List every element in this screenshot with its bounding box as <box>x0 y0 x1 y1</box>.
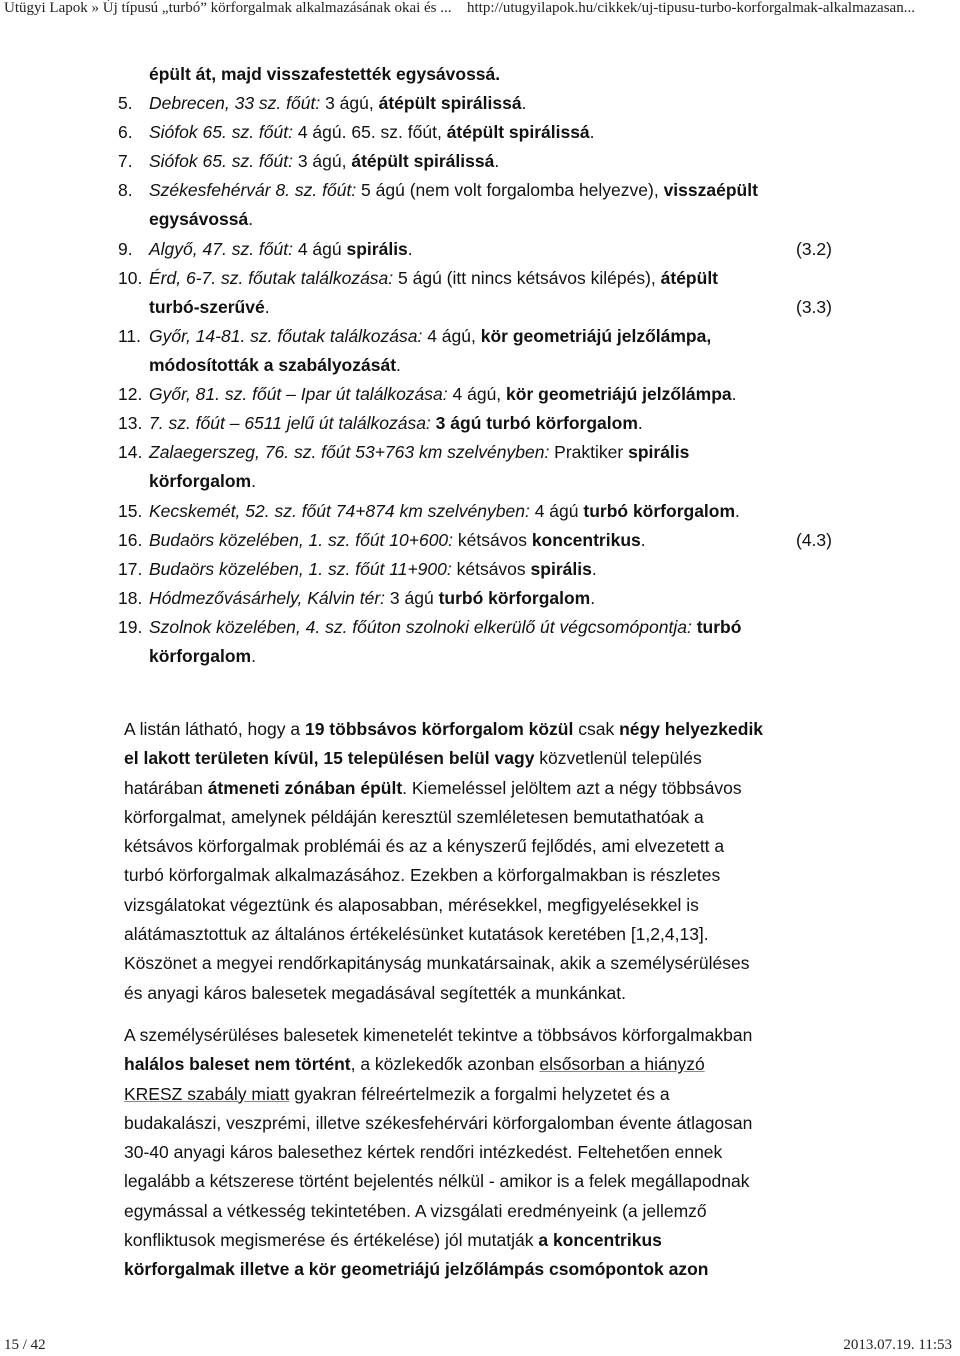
paragraph-line: A személysérüléses balesetek kimenetelét tekintve a többsávos körforgalmakban <box>124 1025 753 1045</box>
item-number: 17. <box>118 559 143 579</box>
paragraph-line: és anyagi káros balesetek megadásával segítették a munkánkat. <box>124 982 626 1003</box>
item-result: turbó körforgalom <box>583 501 736 521</box>
item-result: turbó <box>696 617 742 637</box>
item-result: kör geometriájú jelzőlámpa <box>506 384 732 404</box>
underlined-phrase: KRESZ szabály miatt <box>124 1083 290 1104</box>
paragraph-line: el lakott területen kívül, 15 településen belül vagy közvetlenül település <box>124 748 702 769</box>
paragraph-line: egymással a vétkesség tekintetében. A vizsgálati eredményeink (a jellemző <box>124 1200 707 1221</box>
item-result: módosították a szabályozását <box>149 355 397 375</box>
item-result: spirális <box>346 239 408 259</box>
list-item: 15. Kecskemét, 52. sz. főút 74+874 km szelvényben: 4 ágú turbó körforgalom. <box>0 497 960 526</box>
paragraph-line: 30-40 anyagi káros balesethez kértek rendőri intézkedést. Feltehetően ennek <box>124 1142 723 1163</box>
item-result: körforgalom <box>149 471 252 491</box>
item-location: Budaörs közelében, 1. sz. főút 10+600: <box>149 530 454 550</box>
item-number: 15. <box>118 501 143 521</box>
paragraph-line: kétsávos körforgalmak problémái és az a kényszerű fejlődés, ami elvezetett a <box>124 836 725 857</box>
paragraph-line: körforgalmat, amelynek példáján keresztül szemléletesen bemutathatóak a <box>124 806 704 827</box>
paragraph-line: határában átmeneti zónában épült. Kiemeléssel jelöltem azt a négy többsávos <box>124 777 742 798</box>
item-location: Budaörs közelében, 1. sz. főút 11+900: <box>149 559 452 579</box>
item-result: egysávossá <box>149 209 249 229</box>
paragraph-accidents <box>124 1021 844 1285</box>
list-item: 13. 7. sz. főút – 6511 jelű út találkozása: 3 ágú turbó körforgalom. <box>0 409 960 438</box>
item-location: Szolnok közelében, 4. sz. főúton szolnoki elkerülő út végcsomópontja: <box>149 617 692 637</box>
paragraph-line: KRESZ szabály miatt gyakran félreértelmezik a forgalmi helyzetet és a <box>124 1083 670 1104</box>
list-item: 16. Budaörs közelében, 1. sz. főút 10+600: kétsávos koncentrikus. (4.3) <box>0 526 960 555</box>
item-number: 5. <box>118 93 133 113</box>
item-location: Kecskemét, 52. sz. főút 74+874 km szelvényben: <box>149 501 530 521</box>
list-item-continuation: körforgalom. <box>149 471 256 491</box>
item-number: 6. <box>118 122 133 142</box>
item-description: 5 ágú (nem volt forgalomba helyezve), <box>356 180 664 200</box>
item-location: Algyő, 47. sz. főút: <box>149 239 293 259</box>
item-result: turbó-szerűvé <box>149 297 265 317</box>
underlined-phrase: elsősorban a hiányzó <box>539 1054 705 1075</box>
list-item <box>0 322 960 351</box>
paragraph-line: konfliktusok megismerése és értékelése) jól mutatják a koncentrikus <box>124 1230 662 1251</box>
page-number: 15 / 42 <box>4 1337 46 1353</box>
section-reference: (4.3) <box>796 530 832 550</box>
item-description: 5 ágú (itt nincs kétsávos kilépés), <box>393 268 661 288</box>
list-item-continuation: egysávossá. <box>149 209 254 229</box>
item-description: 3 ágú, <box>292 151 352 171</box>
paragraph-line: legalább a kétszerese történt bejelentés nélkül - amikor is a felek megállapodnak <box>124 1171 750 1192</box>
item-location: Siófok 65. sz. főút: <box>149 151 293 171</box>
list-item: 5. Debrecen, 33 sz. főút: 3 ágú, átépült spirálissá. <box>0 89 960 118</box>
list-item: 6. Siófok 65. sz. főút: 4 ágú. 65. sz. főút, átépült spirálissá. <box>0 118 960 147</box>
print-datetime: 2013.07.19. 11:53 <box>843 1337 952 1353</box>
list-item: 9. Algyő, 47. sz. főút: 4 ágú spirális. (3.2) <box>0 235 960 264</box>
item-description: kétsávos <box>451 559 531 579</box>
paragraph-line: körforgalmak illetve a kör geometriájú jelzőlámpás csomópontok azon <box>124 1259 709 1280</box>
item-result: koncentrikus <box>531 530 641 550</box>
list-item-continuation: módosították a szabályozását. <box>149 355 401 375</box>
item-result: spirális <box>530 559 592 579</box>
item-result: átépült <box>660 268 719 288</box>
item-location: Zalaegerszeg, 76. sz. főút 53+763 km szelvényben: <box>149 442 550 462</box>
print-header <box>0 0 960 18</box>
item-result: körforgalom <box>149 646 252 666</box>
item-number: 9. <box>118 239 133 259</box>
item-location: Győr, 81. sz. főút – Ipar út találkozása: <box>149 384 448 404</box>
item-result: spirális <box>628 442 690 462</box>
item-result: kör geometriájú jelzőlámpa, <box>480 326 712 346</box>
item-number: 18. <box>118 588 143 608</box>
section-reference: (3.2) <box>796 239 832 259</box>
paragraph-line: budakalászi, veszprémi, illetve székesfehérvári körforgalomban évente átlagosan <box>124 1112 753 1133</box>
list-item <box>0 176 960 205</box>
item-result: átépült spirálissá <box>378 93 522 113</box>
item-description: Praktiker <box>549 442 629 462</box>
list-item <box>0 60 960 89</box>
section-reference: (3.3) <box>796 297 832 317</box>
item-number: 8. <box>118 180 133 200</box>
page-url: http://utugyilapok.hu/cikkek/uj-tipusu-turbo-korforgalmak-alkalmazasan... <box>467 0 915 16</box>
item-number: 12. <box>118 384 143 404</box>
list-item: 7. Siófok 65. sz. főút: 3 ágú, átépült spirálissá. <box>0 147 960 176</box>
item-location: Győr, 14-81. sz. főutak találkozása: <box>149 326 423 346</box>
item-result: turbó körforgalom <box>438 588 591 608</box>
item-location: Siófok 65. sz. főút: <box>149 122 293 142</box>
item-location: Hódmezővásárhely, Kálvin tér: <box>149 588 386 608</box>
list-item: 12. Győr, 81. sz. főút – Ipar út találkozása: 4 ágú, kör geometriájú jelzőlámpa. <box>0 380 960 409</box>
item-location: 7. sz. főút – 6511 jelű út találkozása: <box>149 413 431 433</box>
list-item <box>0 613 960 642</box>
page-title: Utügyi Lapok » Új típusú „turbó” körforgalmak alkalmazásának okai és ... <box>4 0 452 16</box>
list-item-continuation: turbó-szerűvé. (3.3) <box>0 293 960 322</box>
item-result: átépült spirálissá <box>446 122 590 142</box>
item-description: 4 ágú, <box>422 326 481 346</box>
item-result: 3 ágú turbó körforgalom <box>435 413 638 433</box>
item-number: 14. <box>118 442 143 462</box>
item-location: Érd, 6-7. sz. főutak találkozása: <box>149 268 394 288</box>
item-description: 4 ágú <box>529 501 584 521</box>
item-result: átépült spirálissá <box>351 151 495 171</box>
item-description: 3 ágú, <box>320 93 379 113</box>
list-item-continuation: épült át, majd visszafestették egysávossá. <box>149 64 501 84</box>
list-item: 18. Hódmezővásárhely, Kálvin tér: 3 ágú turbó körforgalom. <box>0 584 960 613</box>
paragraph-line: turbó körforgalmak alkalmazásához. Ezekben a körforgalmakban is részletes <box>124 865 721 886</box>
item-description: 4 ágú, <box>447 384 507 404</box>
item-description: 4 ágú <box>292 239 347 259</box>
paragraph-line: A listán látható, hogy a 19 többsávos körforgalom közül csak négy helyezkedik <box>124 719 764 739</box>
item-location: Debrecen, 33 sz. főút: <box>149 93 321 113</box>
item-number: 11. <box>118 326 142 346</box>
paragraph-line: alátámasztottuk az általános értékelésünket kutatások keretében [1,2,4,13]. <box>124 924 709 945</box>
list-item: 17. Budaörs közelében, 1. sz. főút 11+900: kétsávos spirális. <box>0 555 960 584</box>
list-item <box>0 438 960 467</box>
item-number: 13. <box>118 413 143 433</box>
paragraph-line: Köszönet a megyei rendőrkapitányság munkatársainak, akik a személysérüléses <box>124 953 750 974</box>
list-item-continuation: körforgalom. <box>149 646 256 666</box>
item-description: 3 ágú <box>385 588 439 608</box>
item-description: kétsávos <box>453 530 532 550</box>
item-number: 16. <box>118 530 143 550</box>
item-description: 4 ágú. 65. sz. főút, <box>292 122 447 142</box>
item-number: 7. <box>118 151 133 171</box>
item-location: Székesfehérvár 8. sz. főút: <box>149 180 357 200</box>
item-number: 19. <box>118 617 143 637</box>
item-result: visszaépült <box>663 180 758 200</box>
item-number: 10. <box>118 268 143 288</box>
paragraph-line: halálos baleset nem történt, a közlekedők azonban elsősorban a hiányzó <box>124 1054 705 1075</box>
paragraph-summary <box>124 715 844 1008</box>
print-footer <box>0 1337 960 1355</box>
list-item <box>0 264 960 293</box>
paragraph-line: vizsgálatokat végeztünk és alaposabban, mérésekkel, megfigyelésekkel is <box>124 894 699 915</box>
